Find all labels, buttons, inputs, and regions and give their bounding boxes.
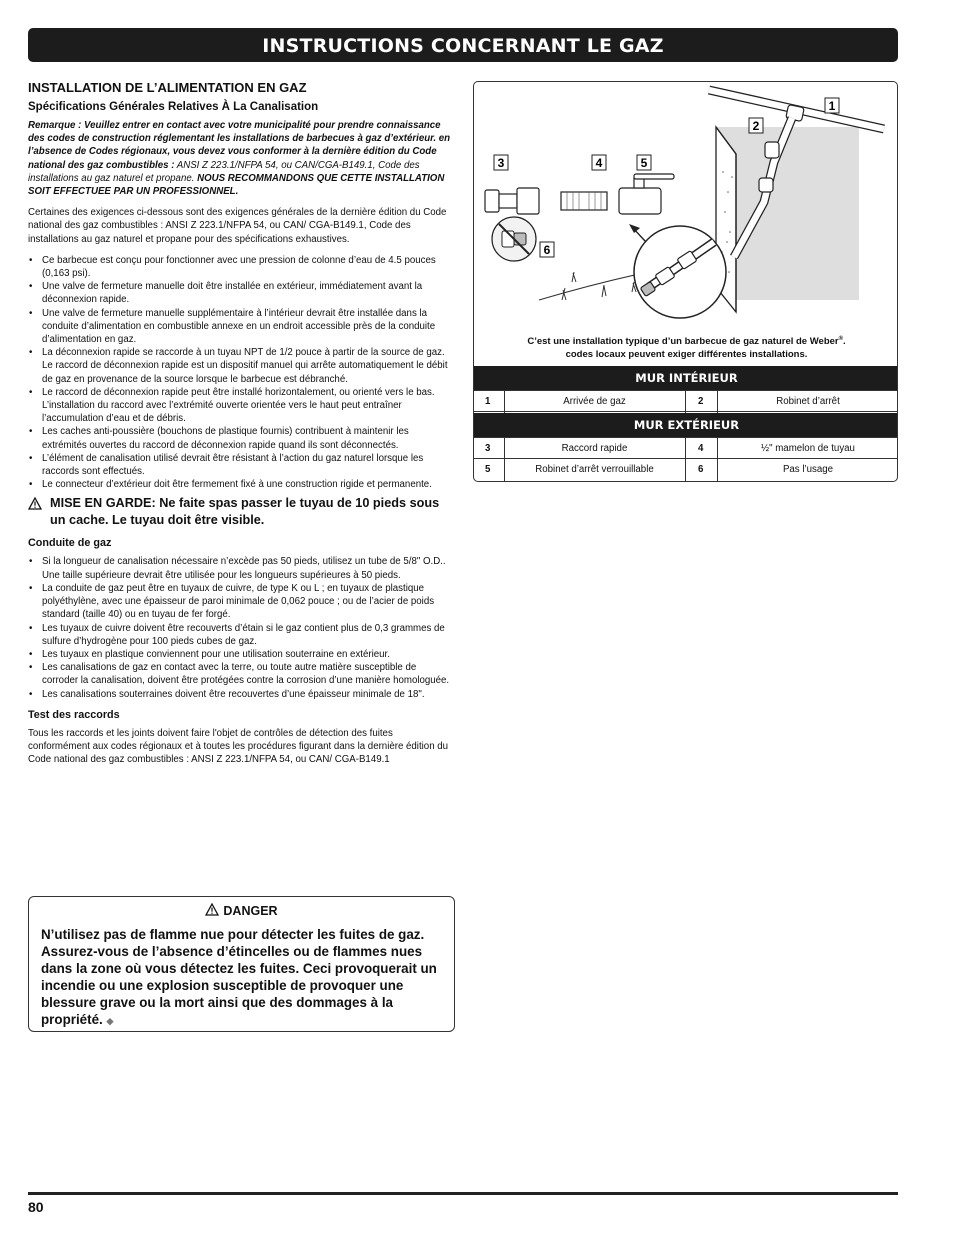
list-item: • Le connecteur d’extérieur doit être fermement fixé à une construction rigide et permanente. (28, 478, 454, 491)
interior-table-header: MUR INTÉRIEUR (474, 366, 898, 390)
list-item: • Les canalisations de gaz en contact avec la terre, ou toute autre matière susceptible de corroder la canalisation, doivent être protégées contre la corrosion d’une manière homologuée. (28, 661, 454, 687)
gas-installation-illustration (474, 82, 898, 332)
list-item: • La déconnexion rapide se raccorde à un tuyau NPT de 1/2 pouce à partir de la source de gaz. Le raccord de déconnexion rapide est un dispositif manuel qui arrête automatiquement le débit de gaz en provenance de la source lorsque le barbecue est débranché. (28, 346, 454, 386)
table-row: 5 Robinet d’arrêt verrouillable 6 Pas l’usage (474, 459, 898, 481)
end-mark: ◆ (106, 1016, 114, 1026)
callout-4: 4 (595, 156, 603, 170)
left-column (28, 80, 454, 774)
footer-rule (28, 1192, 898, 1195)
list-item: • Les canalisations souterraines doivent être recouvertes d’une épaisseur minimale de 18". (28, 688, 454, 701)
list-item: • Ce barbecue est conçu pour fonctionner avec une pression de colonne d’eau de 4.5 pouces (0,163 psi). (28, 254, 454, 280)
callout-3: 3 (497, 156, 505, 170)
table-row: 3 Raccord rapide 4 ½" mamelon de tuyau (474, 437, 898, 459)
pipe-list (28, 555, 454, 700)
subsection-title: Spécifications Générales Relatives À La Canalisation (28, 101, 319, 113)
figure-caption: C’est une installation typique d’un barbecue de gaz naturel de Weber®. codes locaux peuvent exiger différentes installations. (527, 336, 846, 361)
callout-2: 2 (752, 119, 760, 133)
test-paragraph: Tous les raccords et les joints doivent faire l'objet de contrôles de détection des fuites conformément aux codes régionaux et à toutes les procédures figurant dans la dernière édition du Code national des gaz combustibles : ANSI Z 223.1/NFPA 54, ou CAN/ CGA-B149.1 (28, 727, 449, 766)
list-item: • L’élément de canalisation utilisé devrait être résistant à l’action du gaz naturel lorsque les raccords sont effectués. (28, 452, 454, 478)
callout-1: 1 (828, 99, 836, 113)
remark-paragraph: Remarque : Veuillez entrer en contact avec votre municipalité pour prendre connaissance des codes de construction réglementant les installations de barbecues à gaz d’extérieur. en l’absence de Codes régionaux, vous devez vous conformer à la dernière édition du Code national des gaz combustibles : ANSI Z 223.1/NFPA 54, ou CAN/CGA-B149.1, Code des installations au gaz naturel et propane. NOUS RECOMMANDONS QUE CETTE INSTALLATION SOIT EFFECTUEE PAR UN PROFESSIONNEL. (28, 120, 451, 198)
page-title: INSTRUCTIONS CONCERNANT LE GAZ (28, 28, 898, 62)
danger-heading: DANGER (41, 903, 442, 918)
list-item: • Si la longueur de canalisation nécessaire n’excède pas 50 pieds, utilisez un tube de 5/8" O.D.. Une taille supérieure devrait être utilisée pour les longueurs supérieures à 50 pieds. (28, 555, 454, 581)
danger-text: N’utilisez pas de flamme nue pour détecter les fuites de gaz. Assurez-vous de l’absence d’étincelles ou de flammes nues dans la zone où vous détectez les fuites. Ceci provoquerait un incendie ou une explosion susceptible de provoquer une blessure grave ou la mort ainsi que des dommages à la propriété. ◆ (41, 927, 437, 1027)
list-item: • Les caches anti-poussière (bouchons de plastique fournis) contribuent à maintenir les extrémités ouvertes du raccord de déconnexion rapide quand ils sont déconnectés. (28, 425, 454, 451)
warning-icon (28, 497, 42, 510)
callout-5: 5 (640, 156, 648, 170)
intro-paragraph: Certaines des exigences ci-dessous sont des exigences générales de la dernière édition du Code national des gaz combustibles : ANSI Z 223.1/NFPA 54, ou CAN/ CGA-B149.1, Code des installations au gaz naturel et propane pour des spécifications exhaustives. (28, 207, 447, 245)
warning-notice: MISE EN GARDE: Ne faite spas passer le tuyau de 10 pieds sous un cache. Le tuyau doit être visible. (28, 495, 454, 529)
list-item: • Les tuyaux de cuivre doivent être recouverts d’étain si le gaz contient plus de 0,3 grammes de sulfure d’hydrogène pour 100 pieds cubes de gaz. (28, 622, 454, 648)
test-section-title: Test des raccords (28, 708, 120, 721)
pipe-section-title: Conduite de gaz (28, 537, 112, 550)
section-title: INSTALLATION DE L’ALIMENTATION EN GAZ (28, 80, 307, 95)
list-item: • Une valve de fermeture manuelle doit être installée en extérieur, immédiatement avant la déconnexion rapide. (28, 280, 454, 306)
list-item: • Le raccord de déconnexion rapide peut être installé horizontalement, ou orienté vers le bas. L’installation du raccord avec l’extrémité ouverte orientée vers le haut peut entraîner l’accumulation d’eau et de débris. (28, 386, 454, 426)
requirements-list (28, 254, 454, 492)
figure-panel (473, 81, 898, 482)
table-row: 1 Arrivée de gaz 2 Robinet d’arrêt (474, 390, 898, 412)
danger-box (28, 896, 455, 1032)
list-item: • La conduite de gaz peut être en tuyaux de cuivre, de type K ou L ; en tuyaux de plastique polyéthylène, avec une épaisseur de paroi minimale de 0,062 pouce ; ou de l’acier de poids standard (taille 40) ou en tuyau de fer forgé. (28, 582, 454, 622)
warning-icon (205, 903, 219, 916)
callout-6: 6 (543, 243, 551, 257)
list-item: • Les tuyaux en plastique conviennent pour une utilisation souterraine en extérieur. (28, 648, 454, 661)
page-number: 80 (28, 1199, 44, 1215)
exterior-table-header: MUR EXTÉRIEUR (474, 413, 898, 437)
list-item: • Une valve de fermeture manuelle supplémentaire à l’intérieur devrait être installée dans la conduite d’alimentation en combustible annexe en un endroit accessible près de la conduite d’alimentation en gaz. (28, 307, 454, 347)
